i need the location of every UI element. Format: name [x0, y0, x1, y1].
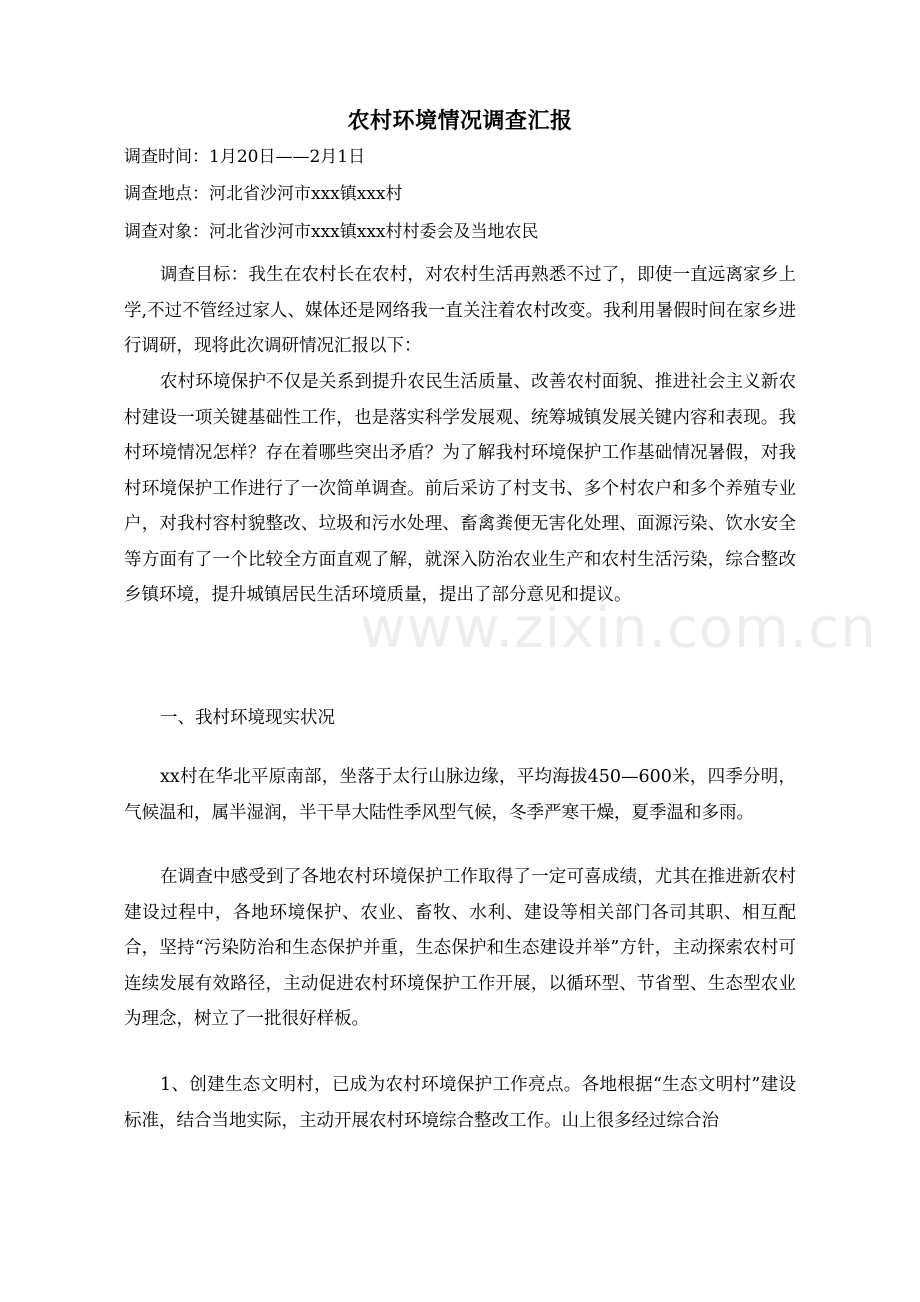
paragraph-intro: 农村环境保护不仅是关系到提升农民生活质量、改善农村面貌、推进社会主义新农村建设一项关键基础性工作，也是落实科学发展观、统筹城镇发展关键内容和表现。我村环境情况怎样？存在着哪些突出矛盾？为了解我村环境保护工作基础情况暑假，对我村环境保护工作进行了一次简单调查。前后采访了村支书、多个村农户和多个养殖专业户，对我村容村貌整改、垃圾和污水处理、畜禽粪便无害化处理、面源污染、饮水安全等方面有了一个比较全方面直观了解，就深入防治农业生产和农村生活污染，综合整改乡镇环境，提升城镇居民生活环境质量，提出了部分意见和提议。	[124, 372, 796, 605]
document-title: 农村环境情况调查汇报	[347, 109, 573, 134]
survey-place: 调查地点：河北省沙河市xxx镇xxx村	[124, 184, 403, 204]
paragraph-point-1: 1、创建生态文明村，已成为农村环境保护工作亮点。各地根据“生态文明村”建设标准，结合当地实际，主动开展农村环境综合整改工作。山上很多经过综合治	[124, 1075, 796, 1131]
paragraph-geography: xx村在华北平原南部，坐落于太行山脉边缘，平均海拔450—600米，四季分明，气候温和，属半湿润，半干旱大陆性季风型气候，冬季严寒干燥，夏季温和多雨。	[124, 767, 796, 823]
watermark-text: www.zixin.com.cn	[360, 596, 877, 661]
paragraph-progress: 在调查中感受到了各地农村环境保护工作取得了一定可喜成绩，尤其在推进新农村建设过程中，各地环境保护、农业、畜牧、水利、建设等相关部门各司其职、相互配合，坚持“污染防治和生态保护并重，生态保护和生态建设并举”方针，主动探索农村可连续发展有效路径，主动促进农村环境保护工作开展，以循环型、节省型、生态型农业为理念，树立了一批很好样板。	[124, 867, 796, 1029]
survey-object: 调查对象：河北省沙河市xxx镇xxx村村委会及当地农民	[124, 222, 539, 242]
section-heading-current-status: 一、我村环境现实状况	[160, 708, 335, 728]
paragraph-goal: 调查目标：我生在农村长在农村，对农村生活再熟悉不过了，即使一直远离家乡上学,不过不管经过家人、媒体还是网络我一直关注着农村改变。我利用暑假时间在家乡进行调研，现将此次调研情况汇报以下：	[124, 265, 796, 356]
survey-time: 调查时间：1月20日——2月1日	[124, 147, 366, 167]
